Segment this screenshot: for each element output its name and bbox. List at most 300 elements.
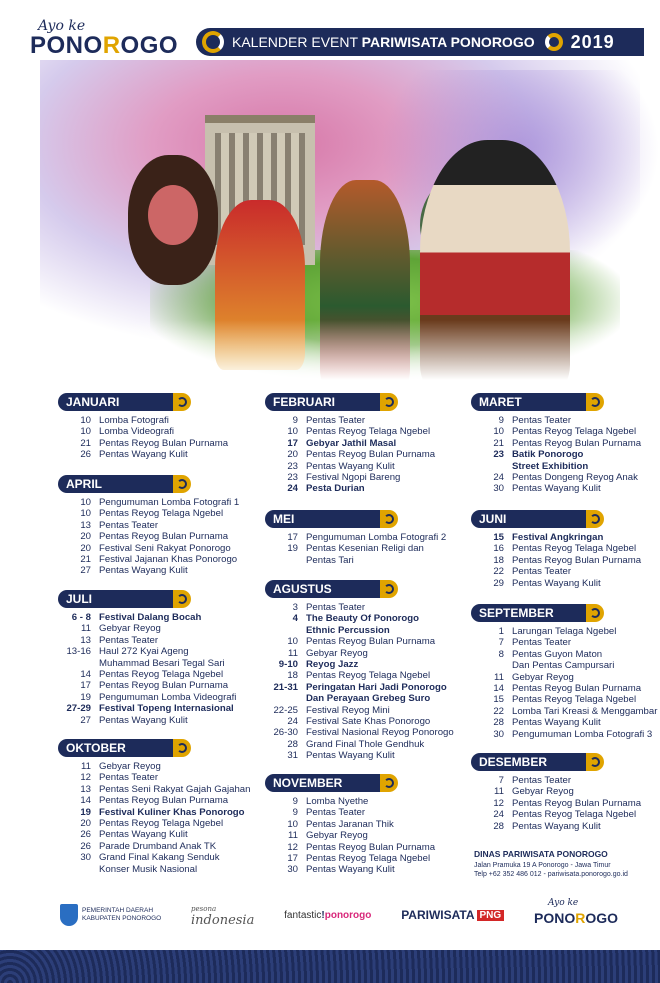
event-date: 7 [498, 637, 504, 649]
event-date: 26-30 [273, 727, 298, 739]
event-row [55, 784, 255, 795]
event-row [262, 532, 462, 543]
event-date: 30 [493, 483, 504, 495]
event-date: 4 [292, 613, 298, 625]
event-row [468, 798, 660, 809]
event-row [262, 716, 462, 727]
event-name: Pentas Reyog Bulan Purnama [99, 531, 229, 543]
event-row [55, 623, 255, 634]
event-row [262, 682, 462, 693]
event-name: Pentas Wayang Kulit [512, 717, 601, 729]
event-date: 28 [287, 738, 298, 750]
event-date: 10 [287, 818, 298, 830]
event-row [468, 809, 660, 820]
event-row [468, 706, 660, 717]
dinas-contact: Telp +62 352 486 012 - pariwisata.ponorogo.go.id [474, 871, 628, 878]
event-name: Pentas Wayang Kulit [306, 750, 395, 762]
event-date: 17 [287, 853, 298, 865]
event-date: 17 [287, 532, 298, 543]
event-name: Dan Perayaan Grebeg Suro [306, 693, 431, 705]
month-name: AGUSTUS [273, 582, 332, 596]
event-name: Pentas Teater [512, 775, 572, 786]
pariwisata-png-logo: PARIWISATA PNG [401, 908, 504, 922]
event-date: 26 [80, 829, 91, 841]
event-date [262, 625, 306, 636]
event-row [55, 658, 255, 669]
event-name: Pentas Reyog Telaga Ngebel [512, 543, 637, 555]
event-row [262, 750, 462, 761]
event-name: Street Exhibition [512, 460, 589, 472]
event-name: Festival Seni Rakyat Ponorogo [99, 542, 231, 554]
dinas-title: DINAS PARIWISATA PONOROGO [474, 849, 608, 859]
event-name: Pentas Wayang Kulit [306, 460, 395, 472]
wave-pattern-footer [0, 950, 660, 983]
swirl-icon [384, 584, 394, 594]
event-row [468, 775, 660, 786]
event-row [262, 636, 462, 647]
event-name: Pentas Teater [306, 807, 366, 819]
event-date: 13 [80, 519, 91, 531]
event-date: 20 [80, 542, 91, 554]
event-list [468, 415, 660, 495]
event-date: 18 [287, 670, 298, 682]
event-row [262, 739, 462, 750]
swirl-icon [384, 778, 394, 788]
month-card-oktober [55, 739, 255, 875]
event-date: 15 [493, 532, 504, 543]
event-date: 10 [493, 426, 504, 438]
event-date: 12 [493, 797, 504, 809]
event-name: Gebyar Reyog [306, 830, 368, 842]
event-date: 10 [80, 508, 91, 520]
pemda-line1: PEMERINTAH DAERAH [82, 907, 154, 914]
event-date: 8 [498, 648, 504, 660]
month-header [265, 580, 380, 598]
event-date: 24 [493, 472, 504, 484]
month-name: APRIL [66, 477, 102, 491]
event-date: 10 [80, 497, 91, 508]
dinas-address: Jalan Pramuka 19 A Ponorogo - Jawa Timur [474, 862, 611, 869]
event-date: 9 [498, 415, 504, 426]
month-header [58, 475, 173, 493]
month-card-mei [262, 510, 462, 566]
event-row [55, 543, 255, 554]
month-name: FEBRUARI [273, 395, 335, 409]
event-name: Pentas Teater [306, 602, 366, 613]
event-row [468, 637, 660, 648]
event-date: 26 [80, 449, 91, 461]
event-row [262, 543, 462, 554]
event-row [55, 692, 255, 703]
event-date: 9 [292, 807, 298, 819]
event-date: 24 [287, 483, 298, 495]
partner-logos [60, 898, 620, 932]
month-name: MARET [479, 395, 522, 409]
event-row [55, 841, 255, 852]
event-row [262, 415, 462, 426]
event-date: 21 [493, 437, 504, 449]
event-row [262, 472, 462, 483]
event-name: Festival Jajanan Khas Ponorogo [99, 554, 238, 566]
event-name: Gebyar Reyog [99, 623, 161, 635]
event-row [55, 497, 255, 508]
event-row [55, 438, 255, 449]
event-date: 22 [493, 705, 504, 717]
event-name: Pentas Wayang Kulit [99, 714, 188, 726]
event-name: Pentas Wayang Kulit [306, 864, 395, 876]
event-row [55, 715, 255, 726]
month-card-juni [468, 510, 660, 589]
event-date: 14 [80, 669, 91, 681]
event-row [262, 648, 462, 659]
event-date: 22 [493, 566, 504, 578]
event-date: 11 [81, 761, 91, 772]
event-name: Pentas Reyog Telaga Ngebel [99, 508, 224, 520]
event-name: Pentas Reyog Bulan Purnama [512, 437, 642, 449]
swirl-icon [590, 608, 600, 618]
event-row [262, 705, 462, 716]
pemda-logo [60, 904, 161, 926]
event-name: Pentas Reyog Bulan Purnama [306, 636, 436, 648]
swirl-icon [590, 514, 600, 524]
event-row [262, 449, 462, 460]
event-row [55, 829, 255, 840]
event-row [468, 821, 660, 832]
event-row [468, 483, 660, 494]
event-name: Festival Angkringan [512, 532, 604, 543]
event-name: Konser Musik Nasional [99, 863, 198, 875]
event-name: Reyog Jazz [306, 659, 359, 671]
event-name: Pentas Reyog Telaga Ngebel [306, 853, 431, 865]
event-row [55, 669, 255, 680]
event-date: 12 [80, 772, 91, 784]
event-name: Pentas Reyog Bulan Purnama [99, 680, 229, 692]
event-name: Pentas Teater [512, 566, 572, 578]
event-date: 22-25 [273, 704, 298, 716]
event-date: 30 [80, 852, 91, 864]
swirl-icon [590, 397, 600, 407]
event-row [468, 461, 660, 472]
swirl-icon [177, 479, 187, 489]
event-row [262, 853, 462, 864]
event-row [468, 717, 660, 728]
event-date: 11 [494, 671, 504, 683]
event-row [55, 761, 255, 772]
event-name: Pentas Teater [512, 637, 572, 649]
event-date: 23 [287, 460, 298, 472]
event-row [262, 555, 462, 566]
event-name: Pentas Wayang Kulit [99, 565, 188, 577]
month-name: NOVEMBER [273, 776, 343, 790]
event-name: Grand Final Thole Gendhuk [306, 738, 425, 750]
event-name: Festival Kuliner Khas Ponorogo [99, 806, 245, 818]
event-row [55, 449, 255, 460]
event-name: Dan Pentas Campursari [512, 660, 615, 672]
event-date: 21-31 [273, 681, 298, 693]
event-date: 11 [494, 786, 504, 798]
month-card-april [55, 475, 255, 577]
month-header [471, 510, 586, 528]
event-date: 16 [493, 543, 504, 555]
event-row [262, 483, 462, 494]
month-card-desember [468, 753, 660, 832]
month-card-agustus [262, 580, 462, 762]
event-name: Pentas Jaranan Thik [306, 818, 394, 830]
event-name: Pentas Teater [99, 634, 159, 646]
event-row [468, 438, 660, 449]
event-date: 23 [287, 472, 298, 484]
event-name: Muhammad Besari Tegal Sari [99, 657, 225, 669]
pesona-bottom: indonesia [191, 913, 255, 928]
event-date: 9-10 [278, 659, 298, 671]
event-date: 20 [287, 449, 298, 461]
event-name: Batik Ponorogo [512, 449, 584, 461]
event-row [262, 842, 462, 853]
event-row [55, 864, 255, 875]
month-name: JUNI [479, 512, 507, 526]
event-row [55, 635, 255, 646]
event-name: Festival Reyog Mini [306, 704, 390, 716]
pesona-indonesia-logo [191, 903, 254, 927]
month-card-november [262, 774, 462, 876]
event-list [55, 761, 255, 875]
event-row [468, 472, 660, 483]
event-list [468, 532, 660, 589]
event-name: Pesta Durian [306, 483, 365, 495]
event-name: Gebyar Reyog [99, 761, 161, 772]
event-date: 23 [493, 449, 504, 461]
title-banner [196, 28, 644, 56]
event-name: Pentas Reyog Bulan Purnama [512, 554, 642, 566]
month-header [265, 510, 380, 528]
event-name: Pentas Reyog Bulan Purnama [306, 449, 436, 461]
event-row [468, 532, 660, 543]
event-name: Lomba Tari Kreasi & Menggambar [512, 705, 658, 717]
event-date: 27-29 [66, 703, 91, 715]
event-name: Parade Drumband Anak TK [99, 840, 217, 852]
event-date: 19 [80, 691, 91, 703]
event-name: Pentas Seni Rakyat Gajah Gajahan [99, 783, 251, 795]
month-name: OKTOBER [66, 741, 126, 755]
event-date: 30 [493, 728, 504, 740]
event-date: 19 [287, 543, 298, 555]
event-name: Gebyar Jathil Masal [306, 437, 397, 449]
month-name: JANUARI [66, 395, 120, 409]
event-name: Festival Sate Khas Ponorogo [306, 716, 431, 728]
event-name: Pentas Reyog Telaga Ngebel [512, 426, 637, 438]
event-name: Festival Topeng Internasional [99, 703, 234, 715]
event-list [55, 497, 255, 577]
event-row [55, 426, 255, 437]
event-name: Pentas Reyog Bulan Purnama [512, 797, 642, 809]
event-date: 30 [287, 864, 298, 876]
event-date: 10 [80, 415, 91, 426]
pesona-top: pesona [191, 905, 217, 913]
event-date: 29 [493, 577, 504, 589]
month-card-maret [468, 393, 660, 495]
page-title: KALENDER EVENT PARIWISATA PONOROGO [232, 34, 535, 50]
event-date: 12 [287, 841, 298, 853]
event-row [468, 566, 660, 577]
event-row [262, 830, 462, 841]
event-date: 9 [292, 796, 298, 807]
event-name: Gebyar Reyog [306, 647, 368, 659]
event-date: 10 [287, 636, 298, 648]
month-header [58, 393, 173, 411]
event-row [262, 426, 462, 437]
event-row [55, 415, 255, 426]
month-name: MEI [273, 512, 295, 526]
swirl-icon [545, 33, 563, 51]
event-row [55, 612, 255, 623]
month-name: SEPTEMBER [479, 606, 554, 620]
event-row [55, 565, 255, 576]
event-row [468, 555, 660, 566]
event-date: 17 [287, 437, 298, 449]
event-row [262, 438, 462, 449]
month-name: JULI [66, 592, 93, 606]
month-card-september [468, 604, 660, 740]
event-row [55, 508, 255, 519]
event-date: 28 [493, 820, 504, 832]
event-date: 11 [288, 647, 298, 659]
event-date: 13 [80, 634, 91, 646]
pemda-line2: KABUPATEN PONOROGO [82, 915, 162, 922]
event-name: Pentas Tari [306, 554, 354, 566]
event-row [468, 729, 660, 740]
event-name: Pentas Reyog Telaga Ngebel [99, 669, 224, 681]
event-row [468, 786, 660, 797]
event-list [55, 415, 255, 461]
event-date: 24 [287, 716, 298, 728]
event-date: 21 [80, 437, 91, 449]
event-name: Larungan Telaga Ngebel [512, 626, 617, 637]
event-name: Pentas Reyog Bulan Purnama [99, 795, 229, 807]
event-row [262, 659, 462, 670]
event-row [55, 680, 255, 691]
event-row [262, 864, 462, 875]
dinas-info [474, 850, 654, 879]
event-row [262, 807, 462, 818]
event-list [468, 626, 660, 740]
event-date: 14 [80, 795, 91, 807]
event-name: Pentas Teater [99, 772, 159, 784]
event-name: Pentas Wayang Kulit [512, 577, 601, 589]
event-name: The Beauty Of Ponorogo [306, 613, 419, 625]
event-row [55, 703, 255, 714]
event-row [55, 795, 255, 806]
swirl-icon [177, 594, 187, 604]
event-row [55, 554, 255, 565]
month-card-juli [55, 590, 255, 726]
event-row [55, 531, 255, 542]
event-row [55, 807, 255, 818]
event-date: 6 - 8 [71, 612, 91, 623]
event-date: 27 [80, 714, 91, 726]
event-name: Lomba Nyethe [306, 796, 369, 807]
event-list [55, 612, 255, 726]
fantastic-ponorogo-logo: fantastic ! ponorogo [284, 909, 372, 921]
month-header [58, 590, 173, 608]
month-card-januari [55, 393, 255, 461]
event-row [468, 426, 660, 437]
event-name: Pentas Wayang Kulit [512, 483, 601, 495]
event-date [468, 660, 512, 671]
event-name: Pentas Wayang Kulit [99, 829, 188, 841]
event-date: 31 [287, 750, 298, 762]
event-date: 1 [498, 626, 504, 637]
event-name: Pentas Reyog Telaga Ngebel [306, 670, 431, 682]
event-date: 26 [80, 840, 91, 852]
event-name: Pentas Reyog Telaga Ngebel [99, 818, 224, 830]
event-list [262, 602, 462, 762]
swirl-icon [384, 514, 394, 524]
event-row [55, 852, 255, 863]
event-name: Festival Ngopi Bareng [306, 472, 401, 484]
event-date: 18 [493, 554, 504, 566]
event-row [55, 646, 255, 657]
event-name: Ethnic Percussion [306, 624, 390, 636]
hero-fade [0, 320, 660, 380]
event-row [468, 626, 660, 637]
event-row [468, 578, 660, 589]
event-name: Pentas Reyog Bulan Purnama [99, 437, 229, 449]
event-date: 24 [493, 809, 504, 821]
month-header [265, 774, 380, 792]
event-row [468, 415, 660, 426]
month-header [471, 753, 586, 771]
event-name: Haul 272 Kyai Ageng [99, 646, 189, 658]
event-name: Pentas Reyog Telaga Ngebel [306, 426, 431, 438]
swirl-icon [177, 397, 187, 407]
event-name: Pentas Dongeng Reyog Anak [512, 472, 638, 484]
event-date: 13-16 [66, 646, 91, 658]
event-date: 10 [80, 426, 91, 438]
event-row [262, 625, 462, 636]
event-date: 28 [493, 717, 504, 729]
event-row [468, 660, 660, 671]
event-name: Pentas Reyog Telaga Ngebel [512, 809, 637, 821]
event-name: Pentas Reyog Telaga Ngebel [512, 694, 637, 706]
event-row [468, 672, 660, 683]
event-row [55, 520, 255, 531]
event-date: 13 [80, 783, 91, 795]
event-name: Grand Final Kakang Senduk [99, 852, 220, 864]
event-row [262, 727, 462, 738]
event-row [262, 693, 462, 704]
event-date: 7 [498, 775, 504, 786]
logo-wordmark: PONOROGO [30, 32, 179, 59]
event-row [262, 461, 462, 472]
event-date: 27 [80, 565, 91, 577]
event-date: 9 [292, 415, 298, 426]
event-date: 20 [80, 818, 91, 830]
event-date: 21 [80, 554, 91, 566]
event-date: 14 [493, 683, 504, 695]
swirl-icon [384, 397, 394, 407]
month-header [58, 739, 173, 757]
logo-tagline: Ayo ke [38, 18, 86, 34]
event-date: 15 [493, 694, 504, 706]
event-name: Pentas Teater [99, 519, 159, 531]
event-name: Gebyar Reyog [512, 671, 574, 683]
event-name: Lomba Videografi [99, 426, 175, 438]
event-date: 11 [81, 623, 91, 635]
event-list [262, 415, 462, 495]
event-date [262, 555, 306, 566]
event-row [468, 449, 660, 460]
swirl-icon [202, 31, 224, 53]
